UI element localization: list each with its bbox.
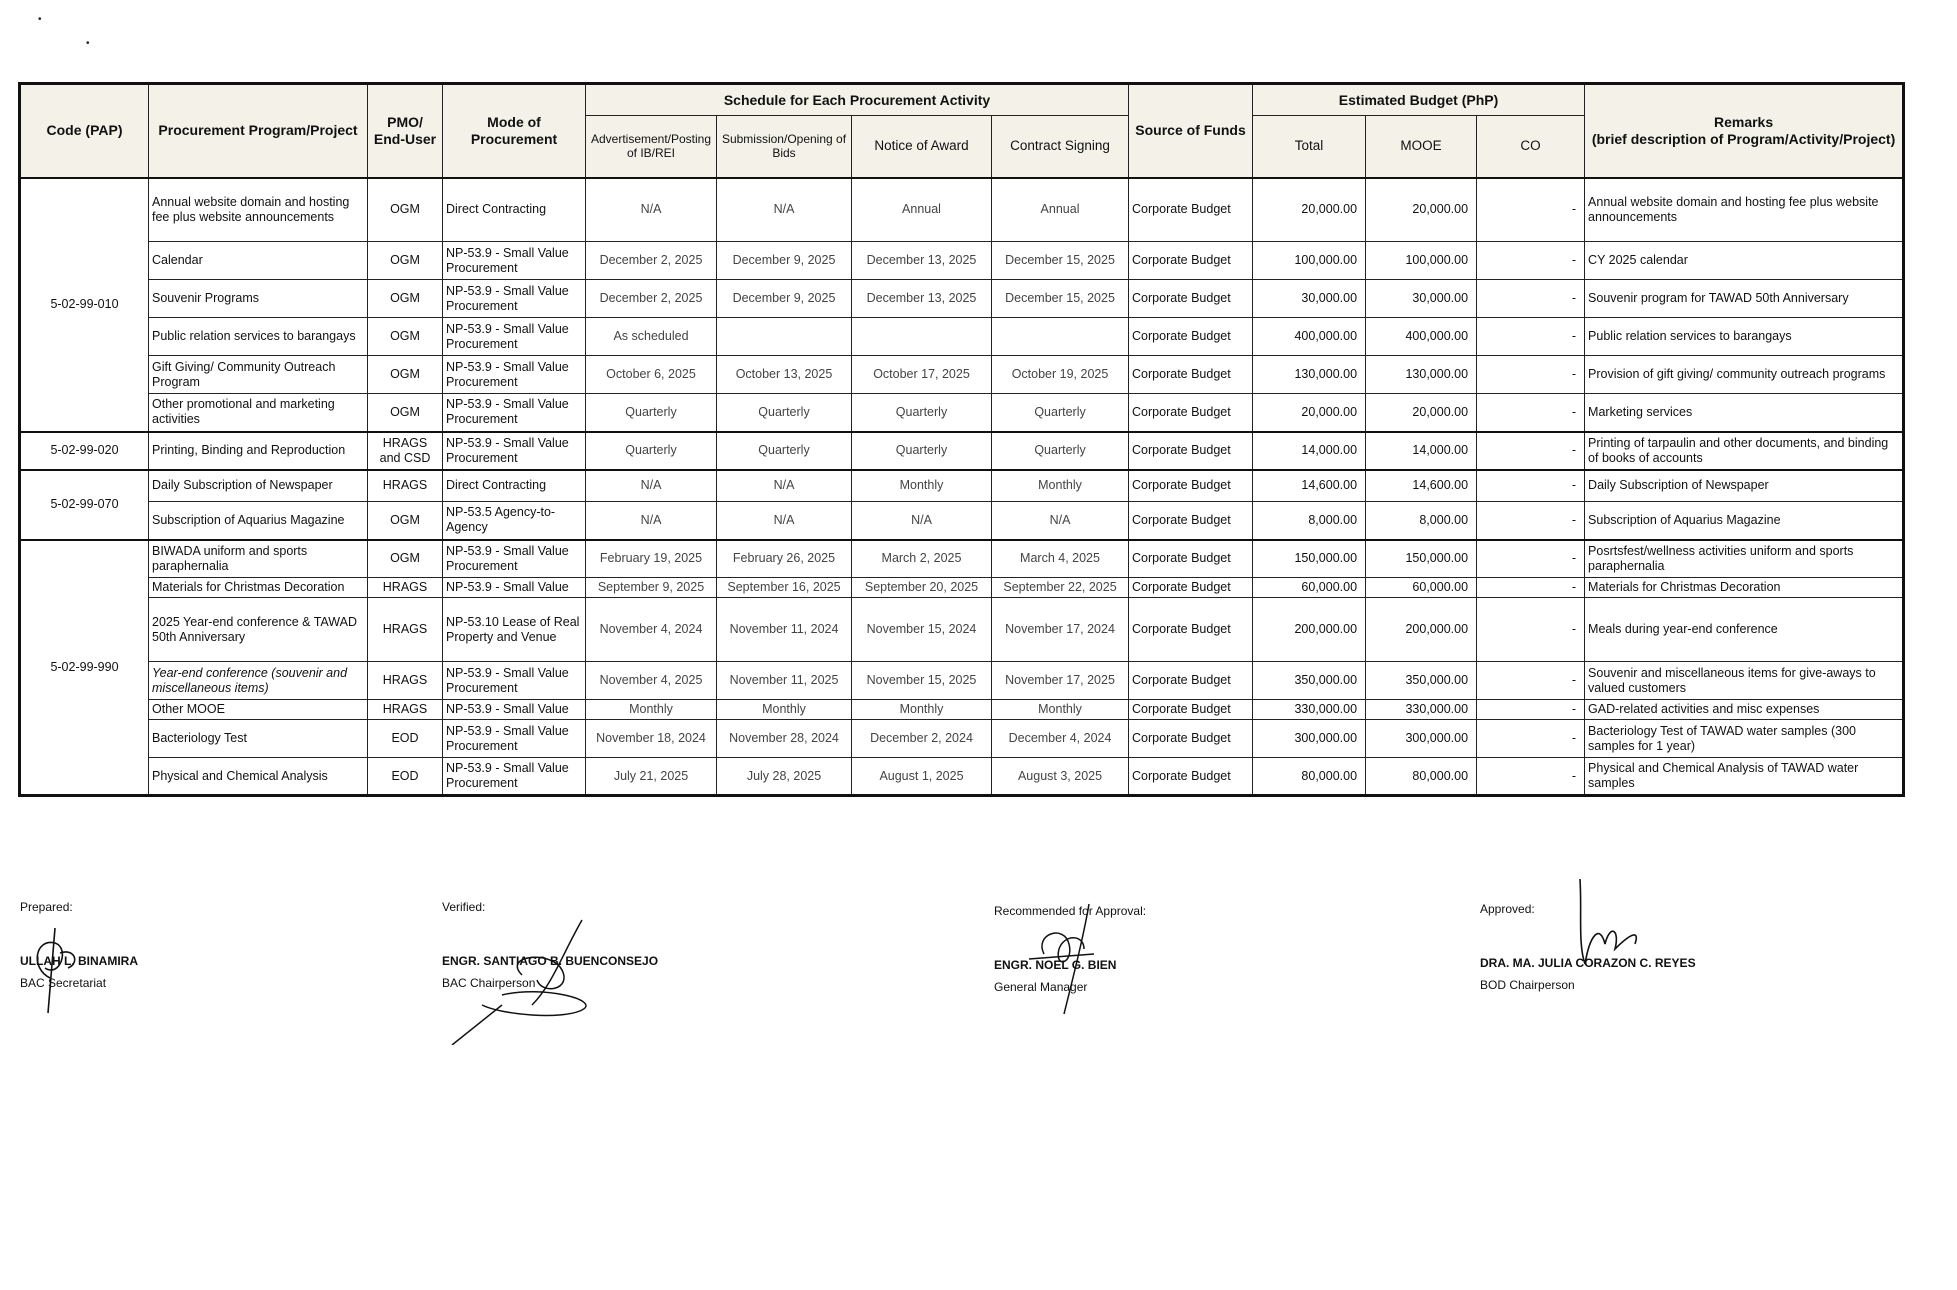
remarks-cell: Public relation services to barangays — [1585, 318, 1904, 356]
advert-cell: February 19, 2025 — [586, 540, 717, 578]
header-project: Procurement Program/Project — [149, 84, 368, 178]
pmo-cell: OGM — [368, 242, 443, 280]
header-notice: Notice of Award — [852, 116, 992, 178]
notice-cell: Quarterly — [852, 432, 992, 470]
pmo-cell: EOD — [368, 720, 443, 758]
signatory-position: BAC Secretariat — [20, 976, 107, 990]
remarks-cell: GAD-related activities and misc expenses — [1585, 700, 1904, 720]
signatory-position: BOD Chairperson — [1480, 978, 1575, 992]
header-schedule: Schedule for Each Procurement Activity — [586, 84, 1129, 116]
advert-cell: September 9, 2025 — [586, 578, 717, 598]
co-cell: - — [1477, 598, 1585, 662]
source-cell: Corporate Budget — [1129, 242, 1253, 280]
notice-cell: N/A — [852, 502, 992, 540]
source-cell: Corporate Budget — [1129, 502, 1253, 540]
total-cell: 330,000.00 — [1253, 700, 1366, 720]
remarks-cell: Daily Subscription of Newspaper — [1585, 470, 1904, 502]
co-cell: - — [1477, 578, 1585, 598]
total-cell: 400,000.00 — [1253, 318, 1366, 356]
mooe-cell: 14,000.00 — [1366, 432, 1477, 470]
notice-cell: October 17, 2025 — [852, 356, 992, 394]
submission-cell: N/A — [717, 178, 852, 242]
notice-cell: March 2, 2025 — [852, 540, 992, 578]
signatory-label: Prepared: — [20, 900, 73, 914]
signatory-position: General Manager — [994, 980, 1088, 994]
remarks-cell: Annual website domain and hosting fee plus website announcements — [1585, 178, 1904, 242]
pmo-cell: HRAGS — [368, 578, 443, 598]
header-total: Total — [1253, 116, 1366, 178]
co-cell: - — [1477, 242, 1585, 280]
source-cell: Corporate Budget — [1129, 470, 1253, 502]
source-cell: Corporate Budget — [1129, 758, 1253, 796]
source-cell: Corporate Budget — [1129, 700, 1253, 720]
mode-cell: NP-53.9 - Small Value Procurement — [443, 540, 586, 578]
co-cell: - — [1477, 700, 1585, 720]
notice-cell: Quarterly — [852, 394, 992, 432]
pmo-cell: HRAGS — [368, 598, 443, 662]
project-cell: Annual website domain and hosting fee plus website announcements — [149, 178, 368, 242]
table-row — [20, 598, 1904, 662]
co-cell: - — [1477, 720, 1585, 758]
project-cell: Year-end conference (souvenir and miscellaneous items) — [149, 662, 368, 700]
total-cell: 130,000.00 — [1253, 356, 1366, 394]
pmo-cell: OGM — [368, 318, 443, 356]
header-mode: Mode of Procurement — [443, 84, 586, 178]
header-code: Code (PAP) — [20, 84, 149, 178]
contract-cell: Monthly — [992, 470, 1129, 502]
procurement-plan-table — [18, 82, 1905, 797]
mooe-cell: 130,000.00 — [1366, 356, 1477, 394]
project-cell: 2025 Year-end conference & TAWAD 50th Anniversary — [149, 598, 368, 662]
mode-cell: NP-53.9 - Small Value — [443, 578, 586, 598]
advert-cell: Quarterly — [586, 394, 717, 432]
project-cell: Souvenir Programs — [149, 280, 368, 318]
signatory-label: Approved: — [1480, 902, 1535, 916]
submission-cell: Monthly — [717, 700, 852, 720]
advert-cell: Quarterly — [586, 432, 717, 470]
contract-cell: Monthly — [992, 700, 1129, 720]
submission-cell — [717, 318, 852, 356]
pmo-cell: OGM — [368, 502, 443, 540]
co-cell: - — [1477, 540, 1585, 578]
scan-speck: • — [38, 14, 42, 25]
pmo-cell: OGM — [368, 540, 443, 578]
remarks-cell: Souvenir program for TAWAD 50th Anniversary — [1585, 280, 1904, 318]
signature-block — [0, 900, 1957, 1050]
mode-cell: NP-53.10 Lease of Real Property and Venue — [443, 598, 586, 662]
source-cell: Corporate Budget — [1129, 394, 1253, 432]
notice-cell: November 15, 2024 — [852, 598, 992, 662]
project-cell: BIWADA uniform and sports paraphernalia — [149, 540, 368, 578]
contract-cell — [992, 318, 1129, 356]
header-submission: Submission/Opening of Bids — [717, 116, 852, 178]
mooe-cell: 30,000.00 — [1366, 280, 1477, 318]
advert-cell: November 4, 2025 — [586, 662, 717, 700]
remarks-cell: Materials for Christmas Decoration — [1585, 578, 1904, 598]
signatory-name: ENGR. NOEL G. BIEN — [994, 958, 1117, 972]
advert-cell: N/A — [586, 178, 717, 242]
pmo-cell: OGM — [368, 394, 443, 432]
submission-cell: July 28, 2025 — [717, 758, 852, 796]
mode-cell: Direct Contracting — [443, 178, 586, 242]
notice-cell: September 20, 2025 — [852, 578, 992, 598]
contract-cell: December 15, 2025 — [992, 280, 1129, 318]
advert-cell: December 2, 2025 — [586, 242, 717, 280]
notice-cell: December 2, 2024 — [852, 720, 992, 758]
signatory-label: Recommended for Approval: — [994, 904, 1147, 918]
project-cell: Public relation services to barangays — [149, 318, 368, 356]
header-pmo: PMO/ End-User — [368, 84, 443, 178]
signature-scrawl — [1014, 894, 1144, 1024]
header-budget: Estimated Budget (PhP) — [1253, 84, 1585, 116]
table-row — [20, 178, 1904, 242]
pap-code: 5-02-99-990 — [20, 540, 149, 796]
source-cell: Corporate Budget — [1129, 662, 1253, 700]
mooe-cell: 300,000.00 — [1366, 720, 1477, 758]
contract-cell: March 4, 2025 — [992, 540, 1129, 578]
total-cell: 20,000.00 — [1253, 178, 1366, 242]
notice-cell: November 15, 2025 — [852, 662, 992, 700]
notice-cell: Monthly — [852, 700, 992, 720]
submission-cell: November 11, 2024 — [717, 598, 852, 662]
total-cell: 150,000.00 — [1253, 540, 1366, 578]
co-cell: - — [1477, 758, 1585, 796]
remarks-cell: Posrtsfest/wellness activities uniform and sports paraphernalia — [1585, 540, 1904, 578]
remarks-cell: Marketing services — [1585, 394, 1904, 432]
remarks-cell: Souvenir and miscellaneous items for give-aways to valued customers — [1585, 662, 1904, 700]
mooe-cell: 100,000.00 — [1366, 242, 1477, 280]
mooe-cell: 14,600.00 — [1366, 470, 1477, 502]
co-cell: - — [1477, 280, 1585, 318]
project-cell: Calendar — [149, 242, 368, 280]
source-cell: Corporate Budget — [1129, 356, 1253, 394]
mode-cell: NP-53.9 - Small Value Procurement — [443, 318, 586, 356]
total-cell: 300,000.00 — [1253, 720, 1366, 758]
mode-cell: NP-53.9 - Small Value Procurement — [443, 758, 586, 796]
co-cell: - — [1477, 356, 1585, 394]
mooe-cell: 400,000.00 — [1366, 318, 1477, 356]
mooe-cell: 80,000.00 — [1366, 758, 1477, 796]
total-cell: 20,000.00 — [1253, 394, 1366, 432]
mooe-cell: 20,000.00 — [1366, 178, 1477, 242]
pmo-cell: OGM — [368, 356, 443, 394]
advert-cell: N/A — [586, 470, 717, 502]
total-cell: 100,000.00 — [1253, 242, 1366, 280]
contract-cell: October 19, 2025 — [992, 356, 1129, 394]
co-cell: - — [1477, 502, 1585, 540]
contract-cell: N/A — [992, 502, 1129, 540]
advert-cell: October 6, 2025 — [586, 356, 717, 394]
submission-cell: Quarterly — [717, 394, 852, 432]
signatory-name: ULLAH L. BINAMIRA — [20, 954, 138, 968]
contract-cell: December 4, 2024 — [992, 720, 1129, 758]
table-row — [20, 432, 1904, 470]
mooe-cell: 350,000.00 — [1366, 662, 1477, 700]
signature-scrawl — [442, 915, 642, 1045]
remarks-cell: Physical and Chemical Analysis of TAWAD water samples — [1585, 758, 1904, 796]
project-cell: Bacteriology Test — [149, 720, 368, 758]
pmo-cell: HRAGS and CSD — [368, 432, 443, 470]
table-row — [20, 758, 1904, 796]
remarks-cell: Subscription of Aquarius Magazine — [1585, 502, 1904, 540]
table-row — [20, 578, 1904, 598]
project-cell: Physical and Chemical Analysis — [149, 758, 368, 796]
pap-code: 5-02-99-070 — [20, 470, 149, 540]
source-cell: Corporate Budget — [1129, 578, 1253, 598]
mooe-cell: 150,000.00 — [1366, 540, 1477, 578]
submission-cell: February 26, 2025 — [717, 540, 852, 578]
mode-cell: NP-53.9 - Small Value — [443, 700, 586, 720]
mode-cell: NP-53.9 - Small Value Procurement — [443, 432, 586, 470]
submission-cell: September 16, 2025 — [717, 578, 852, 598]
signatory-recommended — [994, 904, 1146, 994]
contract-cell: November 17, 2024 — [992, 598, 1129, 662]
mooe-cell: 330,000.00 — [1366, 700, 1477, 720]
remarks-subtitle: (brief description of Program/Activity/Project) — [1591, 130, 1896, 147]
pmo-cell: HRAGS — [368, 662, 443, 700]
remarks-cell: Bacteriology Test of TAWAD water samples (300 samples for 1 year) — [1585, 720, 1904, 758]
signatory-approved — [1480, 902, 1696, 992]
signatory-position: BAC Chairperson — [442, 976, 536, 990]
mode-cell: NP-53.9 - Small Value Procurement — [443, 662, 586, 700]
total-cell: 8,000.00 — [1253, 502, 1366, 540]
total-cell: 80,000.00 — [1253, 758, 1366, 796]
mode-cell: NP-53.9 - Small Value Procurement — [443, 280, 586, 318]
table-row — [20, 242, 1904, 280]
total-cell: 14,600.00 — [1253, 470, 1366, 502]
project-cell: Subscription of Aquarius Magazine — [149, 502, 368, 540]
signatory-name: DRA. MA. JULIA CORAZON C. REYES — [1480, 956, 1696, 970]
advert-cell: December 2, 2025 — [586, 280, 717, 318]
co-cell: - — [1477, 394, 1585, 432]
submission-cell: N/A — [717, 470, 852, 502]
submission-cell: December 9, 2025 — [717, 242, 852, 280]
table-row — [20, 470, 1904, 502]
submission-cell: November 11, 2025 — [717, 662, 852, 700]
header-co: CO — [1477, 116, 1585, 178]
pap-code: 5-02-99-020 — [20, 432, 149, 470]
source-cell: Corporate Budget — [1129, 598, 1253, 662]
mooe-cell: 60,000.00 — [1366, 578, 1477, 598]
remarks-cell: Meals during year-end conference — [1585, 598, 1904, 662]
co-cell: - — [1477, 470, 1585, 502]
project-cell: Gift Giving/ Community Outreach Program — [149, 356, 368, 394]
total-cell: 14,000.00 — [1253, 432, 1366, 470]
signatory-prepared — [20, 900, 138, 990]
contract-cell: September 22, 2025 — [992, 578, 1129, 598]
advert-cell: November 18, 2024 — [586, 720, 717, 758]
co-cell: - — [1477, 178, 1585, 242]
signatory-verified — [442, 900, 658, 990]
signature-scrawl — [1560, 874, 1700, 994]
pmo-cell: OGM — [368, 280, 443, 318]
contract-cell: December 15, 2025 — [992, 242, 1129, 280]
project-cell: Other MOOE — [149, 700, 368, 720]
mooe-cell: 200,000.00 — [1366, 598, 1477, 662]
table-row — [20, 700, 1904, 720]
submission-cell: Quarterly — [717, 432, 852, 470]
contract-cell: November 17, 2025 — [992, 662, 1129, 700]
table-row — [20, 318, 1904, 356]
mode-cell: NP-53.9 - Small Value Procurement — [443, 356, 586, 394]
project-cell: Other promotional and marketing activities — [149, 394, 368, 432]
header-mooe: MOOE — [1366, 116, 1477, 178]
notice-cell: December 13, 2025 — [852, 280, 992, 318]
submission-cell: October 13, 2025 — [717, 356, 852, 394]
header-source: Source of Funds — [1129, 84, 1253, 178]
submission-cell: December 9, 2025 — [717, 280, 852, 318]
remarks-cell: CY 2025 calendar — [1585, 242, 1904, 280]
advert-cell: Monthly — [586, 700, 717, 720]
source-cell: Corporate Budget — [1129, 720, 1253, 758]
advert-cell: N/A — [586, 502, 717, 540]
mode-cell: NP-53.9 - Small Value Procurement — [443, 394, 586, 432]
table-row — [20, 280, 1904, 318]
source-cell: Corporate Budget — [1129, 432, 1253, 470]
pmo-cell: EOD — [368, 758, 443, 796]
contract-cell: Annual — [992, 178, 1129, 242]
project-cell: Daily Subscription of Newspaper — [149, 470, 368, 502]
submission-cell: November 28, 2024 — [717, 720, 852, 758]
pmo-cell: HRAGS — [368, 470, 443, 502]
mooe-cell: 20,000.00 — [1366, 394, 1477, 432]
remarks-cell: Printing of tarpaulin and other documents, and binding of books of accounts — [1585, 432, 1904, 470]
notice-cell: Annual — [852, 178, 992, 242]
header-remarks — [1585, 84, 1904, 178]
pap-code: 5-02-99-010 — [20, 178, 149, 432]
notice-cell: Monthly — [852, 470, 992, 502]
co-cell: - — [1477, 662, 1585, 700]
source-cell: Corporate Budget — [1129, 540, 1253, 578]
project-cell: Materials for Christmas Decoration — [149, 578, 368, 598]
project-cell: Printing, Binding and Reproduction — [149, 432, 368, 470]
signature-scrawl — [20, 908, 100, 1018]
contract-cell: Quarterly — [992, 394, 1129, 432]
total-cell: 30,000.00 — [1253, 280, 1366, 318]
remarks-cell: Provision of gift giving/ community outreach programs — [1585, 356, 1904, 394]
advert-cell: November 4, 2024 — [586, 598, 717, 662]
submission-cell: N/A — [717, 502, 852, 540]
source-cell: Corporate Budget — [1129, 318, 1253, 356]
total-cell: 60,000.00 — [1253, 578, 1366, 598]
pmo-cell: HRAGS — [368, 700, 443, 720]
notice-cell: August 1, 2025 — [852, 758, 992, 796]
mode-cell: NP-53.5 Agency-to-Agency — [443, 502, 586, 540]
mode-cell: NP-53.9 - Small Value Procurement — [443, 720, 586, 758]
total-cell: 350,000.00 — [1253, 662, 1366, 700]
table-row — [20, 502, 1904, 540]
scan-speck: • — [86, 38, 90, 49]
table-row — [20, 394, 1904, 432]
signatory-label: Verified: — [442, 900, 486, 914]
signatory-name: ENGR. SANTIAGO B. BUENCONSEJO — [442, 954, 659, 968]
mode-cell: Direct Contracting — [443, 470, 586, 502]
remarks-title: Remarks — [1713, 113, 1774, 130]
co-cell: - — [1477, 318, 1585, 356]
table-row — [20, 540, 1904, 578]
notice-cell: December 13, 2025 — [852, 242, 992, 280]
header-contract: Contract Signing — [992, 116, 1129, 178]
mode-cell: NP-53.9 - Small Value Procurement — [443, 242, 586, 280]
notice-cell — [852, 318, 992, 356]
advert-cell: July 21, 2025 — [586, 758, 717, 796]
table-row — [20, 720, 1904, 758]
contract-cell: August 3, 2025 — [992, 758, 1129, 796]
table-row — [20, 356, 1904, 394]
source-cell: Corporate Budget — [1129, 178, 1253, 242]
header-advert: Advertisement/Posting of IB/REI — [586, 116, 717, 178]
advert-cell: As scheduled — [586, 318, 717, 356]
table-row — [20, 662, 1904, 700]
mooe-cell: 8,000.00 — [1366, 502, 1477, 540]
co-cell: - — [1477, 432, 1585, 470]
source-cell: Corporate Budget — [1129, 280, 1253, 318]
pmo-cell: OGM — [368, 178, 443, 242]
total-cell: 200,000.00 — [1253, 598, 1366, 662]
contract-cell: Quarterly — [992, 432, 1129, 470]
